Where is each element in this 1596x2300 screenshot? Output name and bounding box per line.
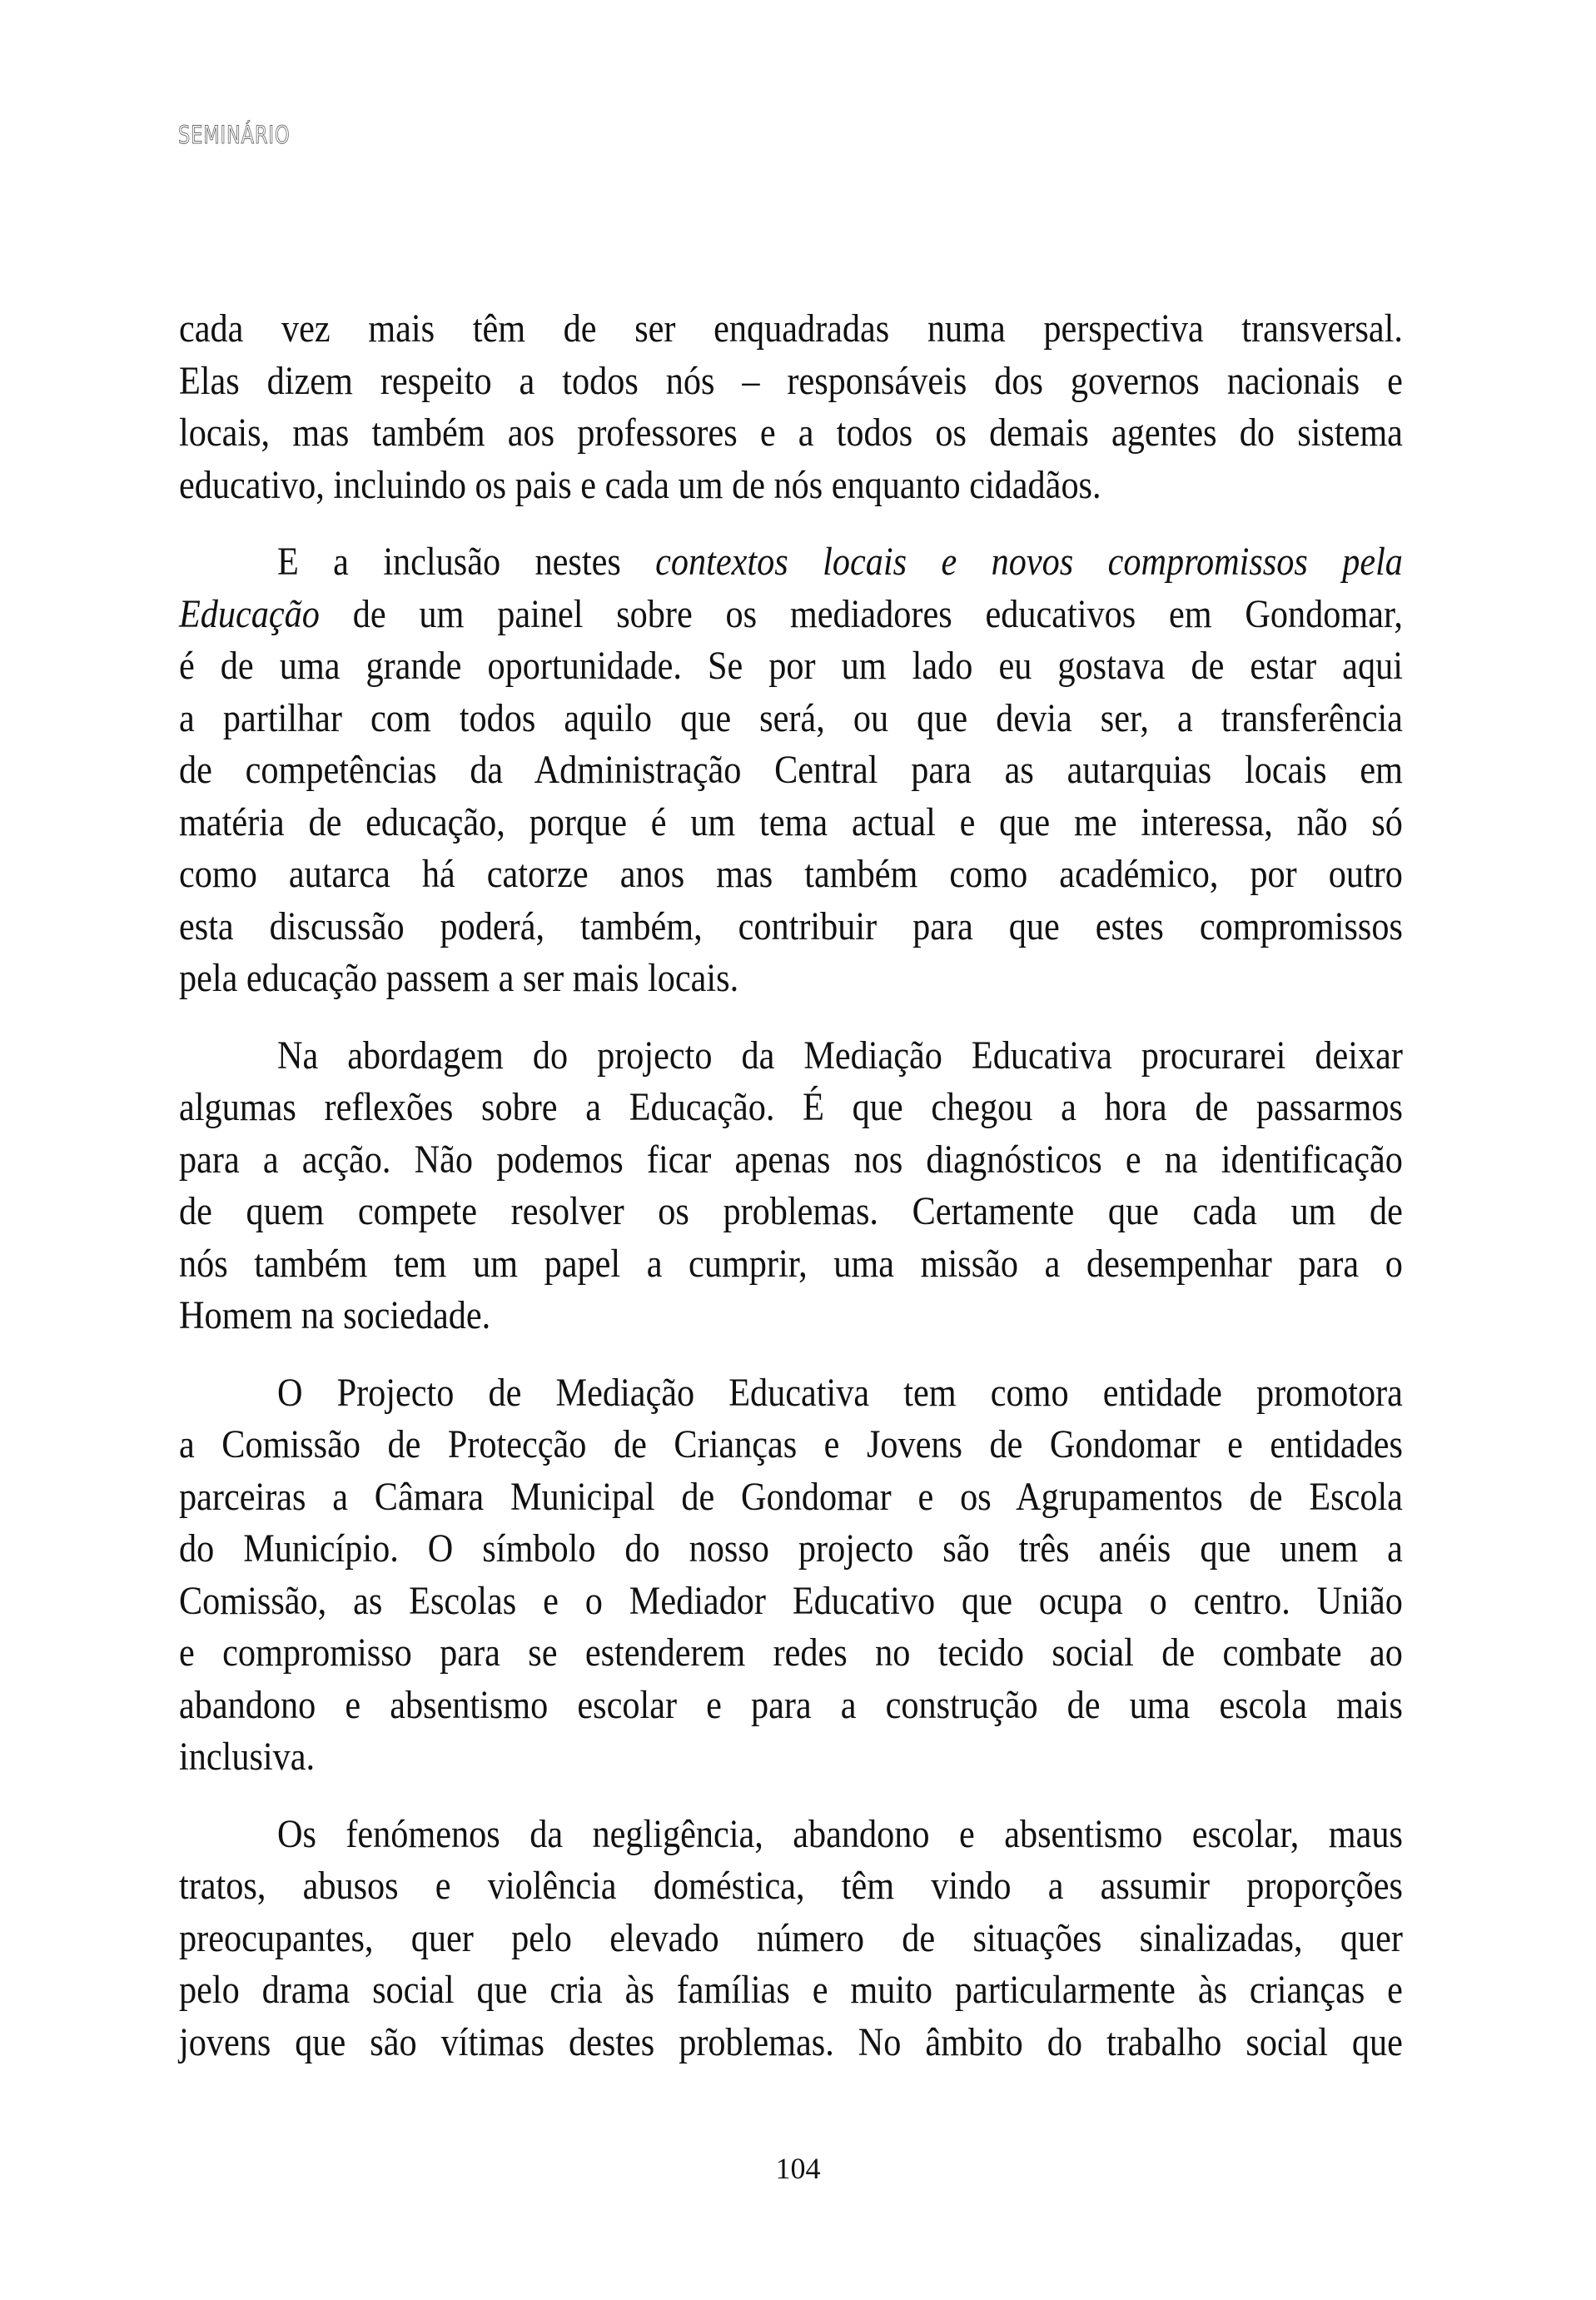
text-line: a Comissão de Protecção de Crianças e Jovens de Gondomar e entidades xyxy=(179,1422,1403,1466)
text-line: de quem compete resolver os problemas. Certamente que cada um de xyxy=(179,1189,1403,1233)
text-line: parceiras a Câmara Municipal de Gondomar e os Agrupamentos de Escola xyxy=(179,1474,1403,1519)
text-line: a partilhar com todos aquilo que será, ou que devia ser, a transferência xyxy=(179,695,1403,740)
paragraph-5 xyxy=(179,1809,1403,2069)
text-line: pelo drama social que cria às famílias e muito particularmente às crianças e xyxy=(179,1968,1403,2012)
text-line: esta discussão poderá, também, contribuir para que estes compromissos xyxy=(179,904,1403,948)
text-line: abandono e absentismo escolar e para a construção de uma escola mais xyxy=(179,1682,1403,1727)
text-line: Os fenómenos da negligência, abandono e absentismo escolar, maus xyxy=(276,1811,1403,1856)
text-line: como autarca há catorze anos mas também como académico, por outro xyxy=(179,852,1403,896)
italic-title-run: contextos locais e novos compromissos pela xyxy=(655,540,1403,584)
text-run: E a inclusão nestes xyxy=(276,540,656,584)
italic-title-run: Educação xyxy=(179,591,320,636)
text-line: Homem na sociedade. xyxy=(179,1293,491,1337)
text-line: matéria de educação, porque é um tema actual e que me interessa, não só xyxy=(179,799,1403,844)
text-line: de competências da Administração Central para as autarquias locais em xyxy=(179,748,1403,792)
paragraph-1 xyxy=(179,303,1403,511)
text-line: Na abordagem do projecto da Mediação Educativa procurarei deixar xyxy=(276,1033,1403,1078)
text-line: Comissão, as Escolas e o Mediador Educativo que ocupa o centro. União xyxy=(179,1578,1403,1623)
text-line: e compromisso para se estenderem redes no tecido social de combate ao xyxy=(179,1630,1403,1675)
text-line: jovens que são vítimas destes problemas. No âmbito do trabalho social que xyxy=(179,2019,1403,2064)
text-line: educativo, incluindo os pais e cada um de nós enquanto cidadãos. xyxy=(179,462,1101,507)
text-line: inclusiva. xyxy=(179,1735,316,1779)
text-line: algumas reflexões sobre a Educação. É que chegou a hora de passarmos xyxy=(179,1085,1403,1129)
text-run: de um painel sobre os mediadores educativos em Gondomar, xyxy=(319,591,1403,636)
text-line: preocupantes, quer pelo elevado número de situações sinalizadas, quer xyxy=(179,1915,1403,1960)
text-line: tratos, abusos e violência doméstica, têm vindo a assumir proporções xyxy=(179,1864,1403,1908)
text-line: Elas dizem respeito a todos nós – responsáveis dos governos nacionais e xyxy=(179,358,1403,403)
text-line: O Projecto de Mediação Educativa tem como entidade promotora xyxy=(276,1370,1403,1415)
text-line: cada vez mais têm de ser enquadradas numa perspectiva transversal. xyxy=(179,306,1403,351)
body-text xyxy=(179,303,1403,2093)
text-line xyxy=(179,536,1403,589)
text-line: para a acção. Não podemos ficar apenas nos diagnósticos e na identificação xyxy=(179,1137,1403,1182)
running-header: SEMINÁRIO xyxy=(178,121,291,149)
text-line: pela educação passem a ser mais locais. xyxy=(179,956,739,1000)
text-line xyxy=(179,589,1403,641)
paragraph-4 xyxy=(179,1367,1403,1784)
text-line: é de uma grande oportunidade. Se por um lado eu gostava de estar aqui xyxy=(179,644,1403,688)
page-number: 104 xyxy=(775,2152,821,2185)
paragraph-3 xyxy=(179,1030,1403,1342)
text-line: locais, mas também aos professores e a todos os demais agentes do sistema xyxy=(179,411,1403,455)
text-line: do Município. O símbolo do nosso projecto são três anéis que unem a xyxy=(179,1526,1403,1571)
text-line: nós também tem um papel a cumprir, uma missão a desempenhar para o xyxy=(179,1241,1403,1286)
paragraph-2 xyxy=(179,536,1403,1005)
